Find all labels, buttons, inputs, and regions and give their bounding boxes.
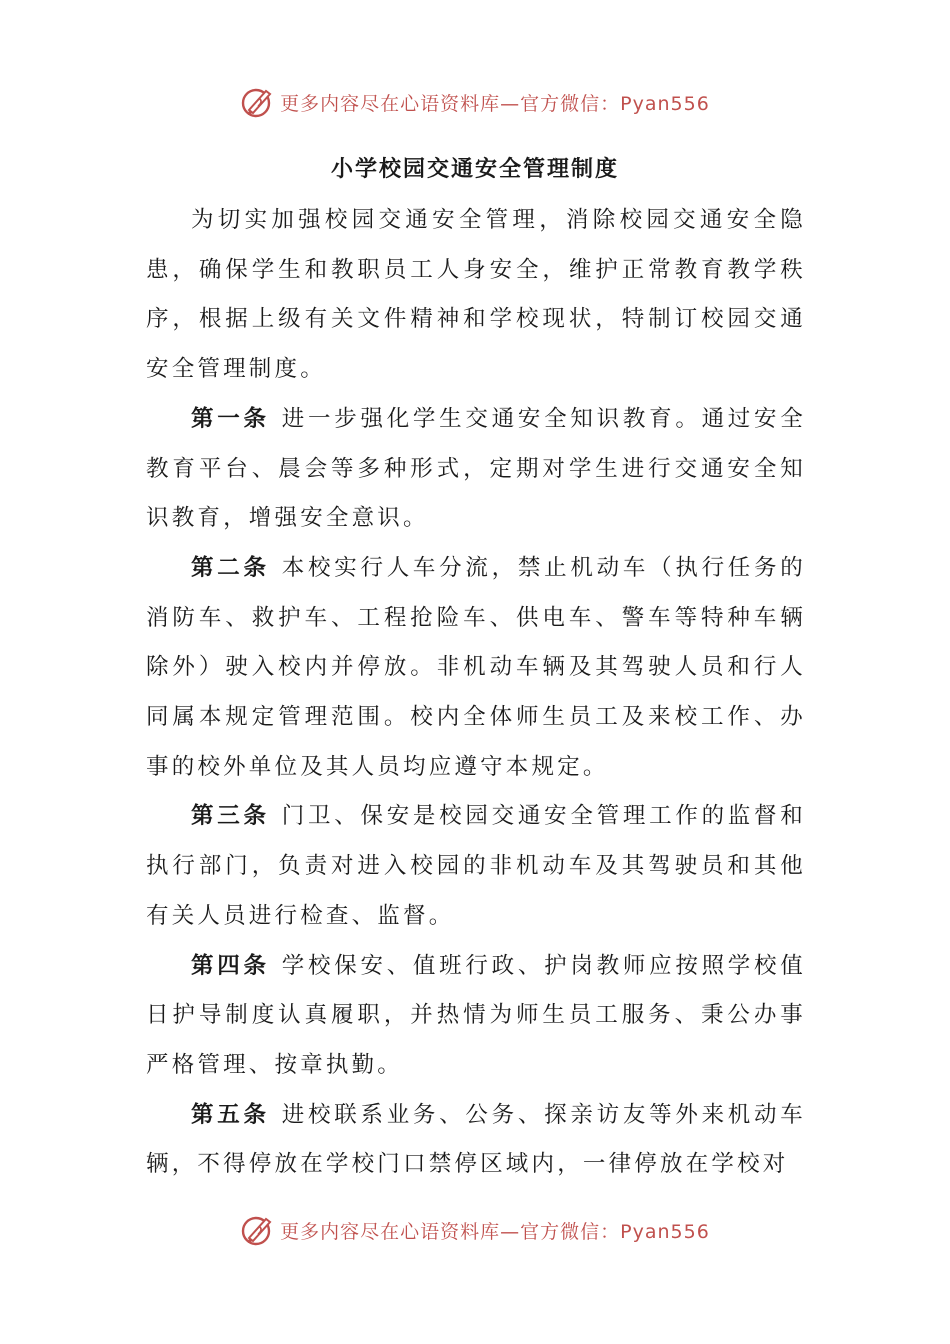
article-text: 进一步强化学生交通安全知识教育。通过安全教育平台、晨会等多种形式，定期对学生进行交通安全知识教育，增强安全意识。 — [146, 405, 806, 532]
watermark-text: 更多内容尽在心语资料库—官方微信：Pyan556 — [280, 1220, 710, 1243]
article-text: 学校保安、值班行政、护岗教师应按照学校值日护导制度认真履职，并热情为师生员工服务、秉公办事严格管理、按章执勤。 — [146, 952, 806, 1078]
article-text: 进校联系业务、公务、探亲访友等外来机动车辆，不得停放在学校门口禁停区域内，一律停放在学校对 — [146, 1101, 806, 1178]
article-text: 本校实行人车分流，禁止机动车（执行任务的消防车、救护车、工程抢险车、供电车、警车等特种车辆除外）驶入校内并停放。非机动车辆及其驾驶人员和行人同属本规定管理范围。校内全体师生员工及来校工作、办事的校外单位及其人员均应遵守本规定。 — [146, 554, 806, 780]
intro-paragraph: 为切实加强校园交通安全管理，消除校园交通安全隐患，确保学生和教职员工人身安全，维护正常教育教学秩序，根据上级有关文件精神和学校现状，特制订校园交通安全管理制度。 — [146, 207, 806, 383]
pen-circle-logo-icon — [240, 1213, 274, 1247]
article-label: 第一条 — [191, 405, 270, 432]
document-title: 小学校园交通安全管理制度 — [330, 156, 619, 182]
document-body — [146, 196, 806, 1190]
article-paragraph — [146, 942, 806, 1091]
watermark-wechat-id: Pyan556 — [620, 1220, 710, 1243]
article-text: 门卫、保安是校园交通安全管理工作的监督和执行部门，负责对进入校园的非机动车及其驾驶员和其他有关人员进行检查、监督。 — [146, 803, 806, 929]
article-paragraph — [146, 1091, 806, 1190]
article-label: 第五条 — [191, 1101, 270, 1128]
article-paragraph — [146, 792, 806, 941]
article-label: 第四条 — [191, 952, 270, 979]
article-paragraph — [146, 395, 806, 544]
watermark-footer — [0, 1210, 950, 1250]
article-label: 第三条 — [191, 803, 270, 830]
watermark-text: 更多内容尽在心语资料库—官方微信：Pyan556 — [280, 92, 710, 115]
article-paragraph — [146, 544, 806, 793]
pen-circle-logo-icon — [240, 85, 274, 119]
watermark-header — [0, 82, 950, 122]
watermark-wechat-id: Pyan556 — [620, 92, 710, 115]
article-label: 第二条 — [191, 554, 270, 581]
